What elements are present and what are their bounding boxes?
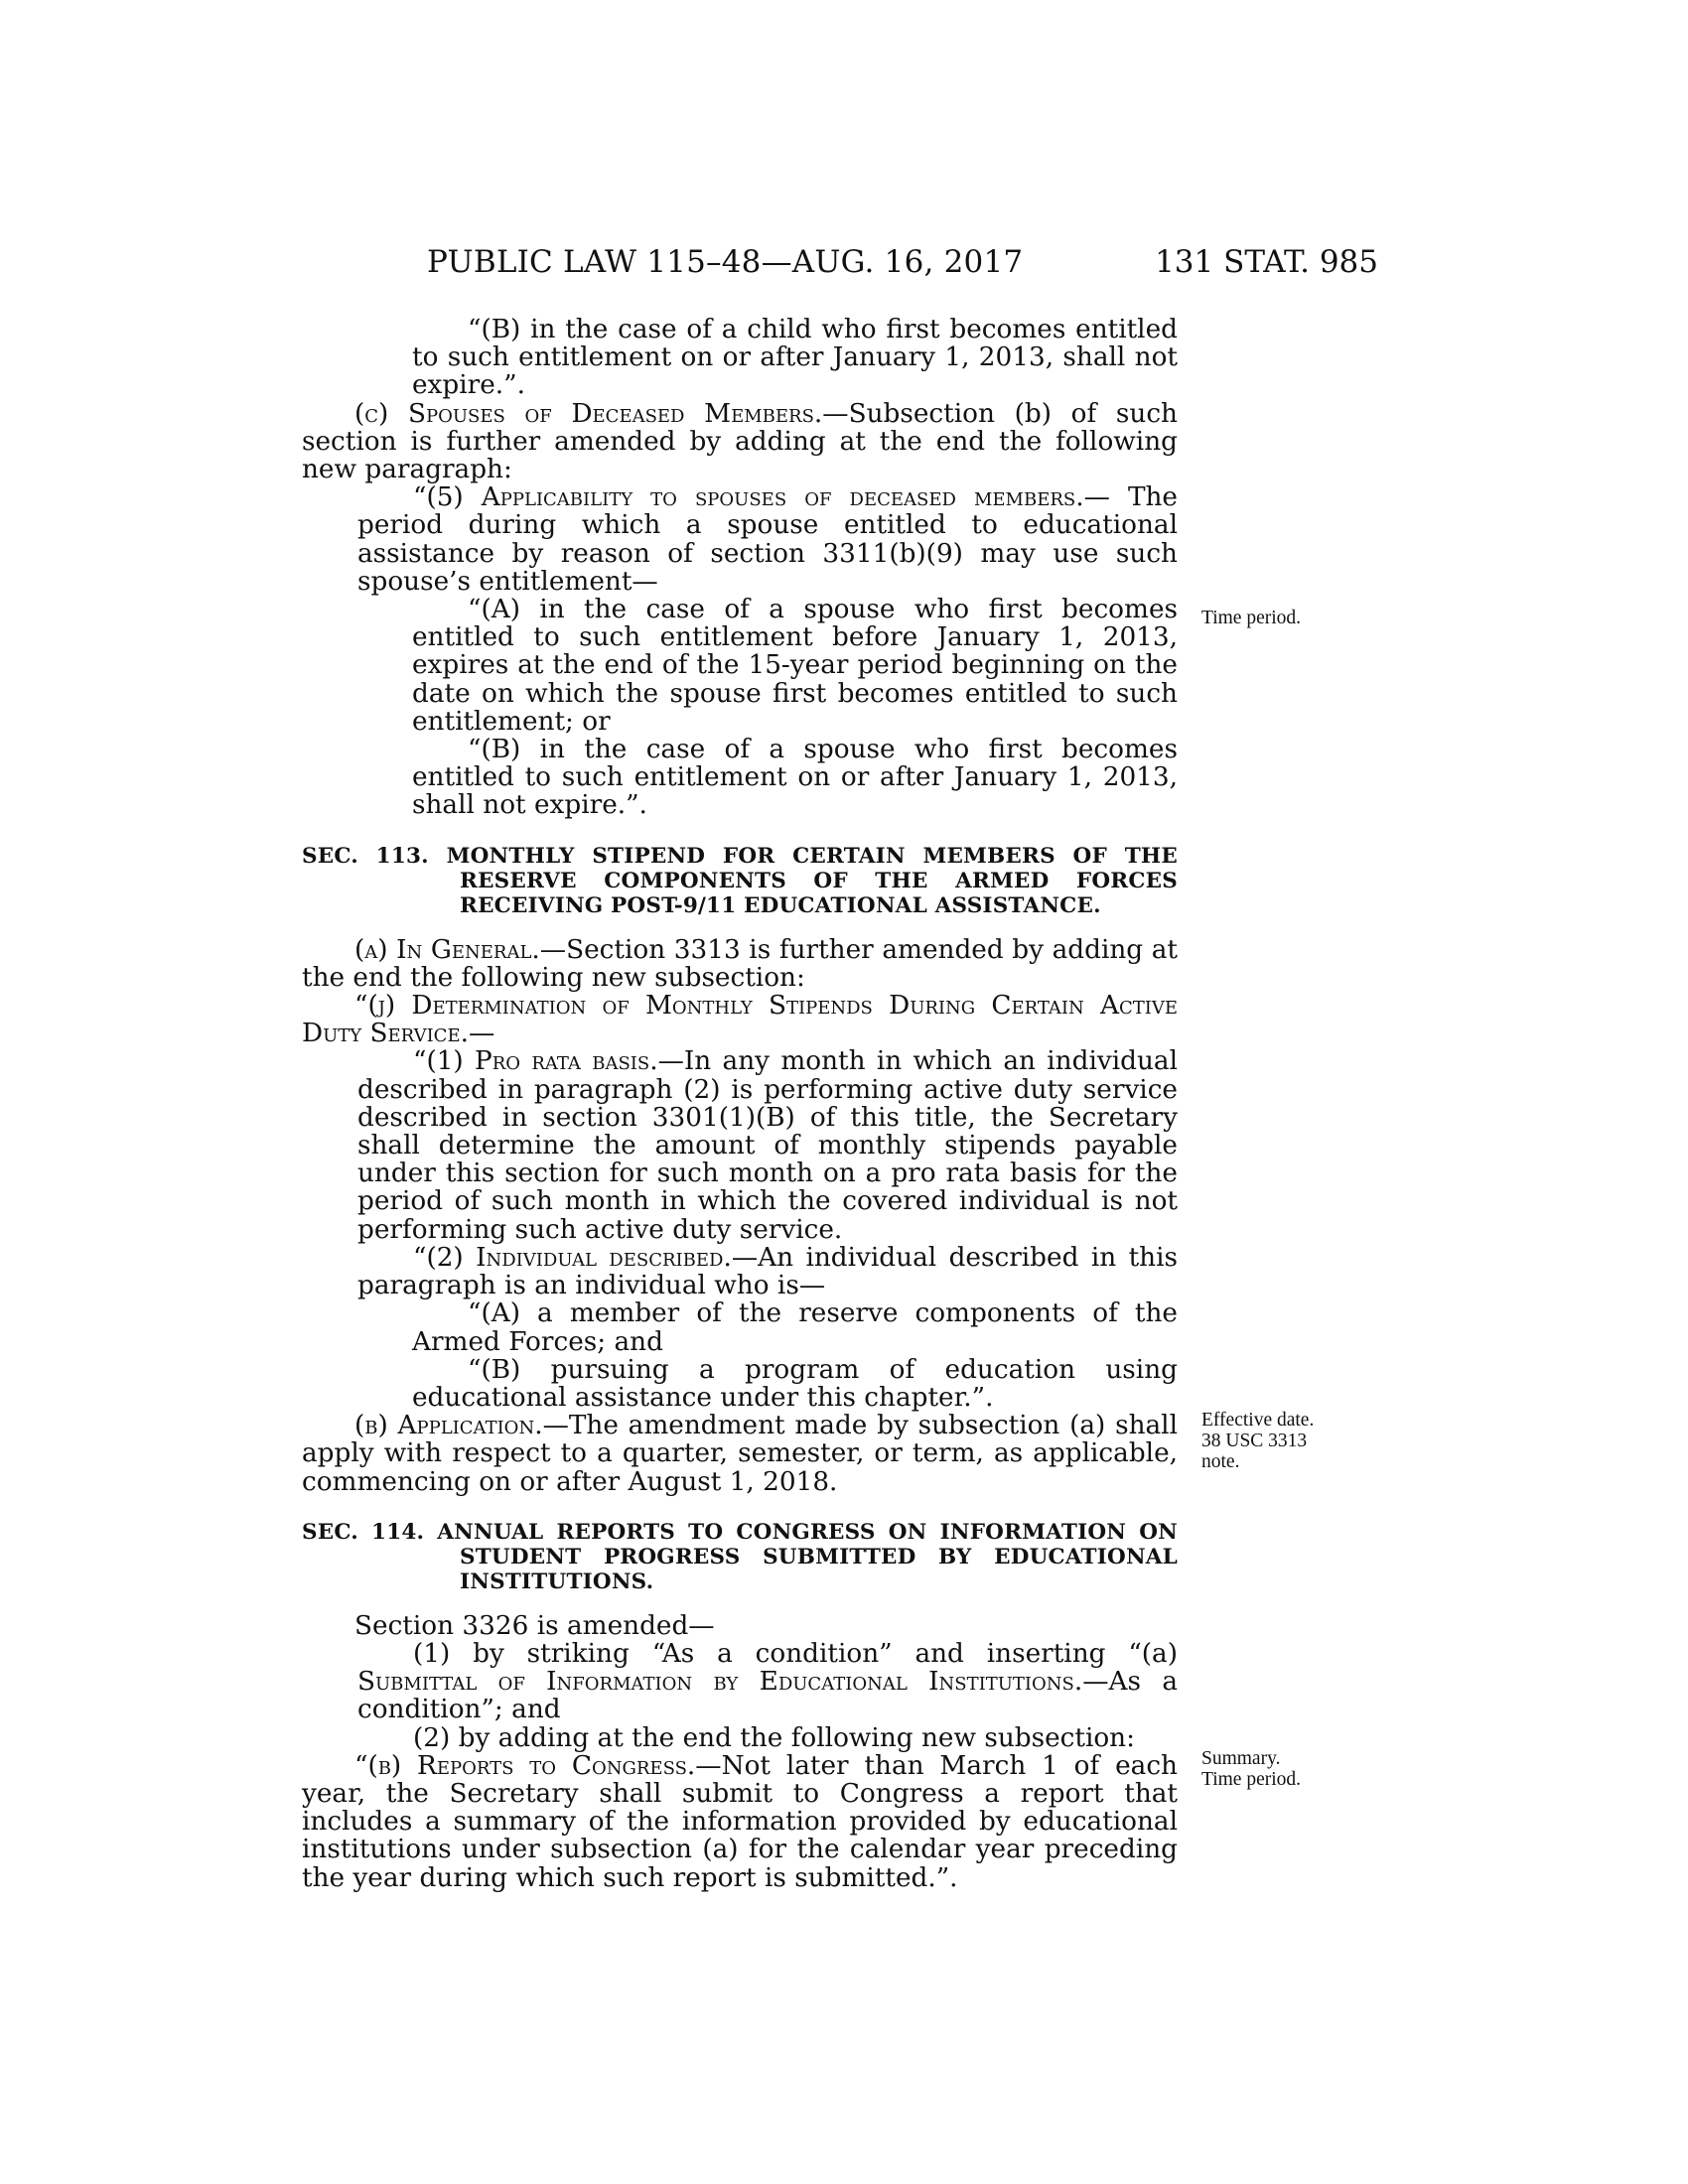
section-3326-intro: Section 3326 is amended— <box>354 1610 715 1641</box>
paragraph-spouse-a: “(A) in the case of a spouse who first becomes entitled to such entitlement before January 1, 2013, expires at the end of the 15-year period beginning on the date on which the spouse first becomes entitled to such entitlement; or <box>412 595 1178 737</box>
paragraph-reserve-b: “(B) pursuing a program of education using educational assistance under this chapter.”. <box>412 1354 1178 1413</box>
section-114-heading: SEC. 114. ANNUAL REPORTS TO CONGRESS ON INFORMATION ON STUDENT PROGRESS SUBMITTED BY EDUCATIONAL INSTITUTIONS. <box>302 1519 1178 1594</box>
amendment-1-heading: Submittal of Information by Educational Institutions. <box>357 1667 1083 1698</box>
body-text <box>302 316 1178 1892</box>
reports-text: —Not later than March 1 of each year, the Secretary shall submit to Congress a report that includes a summary of the information provided by educational institutions under subsection (a) for the calendar year preceding the year during which such report is submitted.”. <box>302 1750 1178 1893</box>
paragraph-child-b: “(B) in the case of a child who first becomes entitled to such entitlement on or after January 1, 2013, shall not expire.”. <box>412 315 1178 401</box>
margin-note-summary <box>1201 1748 1301 1790</box>
subsection-a <box>302 936 1178 992</box>
paragraph-reserve-a: “(A) a member of the reserve components of the Armed Forces; and <box>412 1298 1178 1357</box>
subsection-c-heading: (c) Spouses of Deceased Members. <box>354 398 823 429</box>
subsection-c-text: —Subsection (b) of such section is further amended by adding at the end the following new paragraph: <box>302 398 1178 485</box>
running-head <box>298 244 1378 288</box>
margin-note-line: Time period. <box>1201 608 1302 628</box>
margin-note-line: note. <box>1201 1451 1240 1472</box>
subsection-b-application <box>302 1412 1178 1496</box>
subsection-j-heading: “(j) Determination of Monthly Stipends During Certain Active Duty Service. <box>302 991 1178 1049</box>
amendment-1-tail: —As a condition”; and <box>357 1667 1178 1725</box>
margin-note-effective-date <box>1201 1410 1314 1472</box>
reports-heading: “(b) Reports to Congress. <box>354 1750 696 1781</box>
margin-note-line: Time period. <box>1201 1769 1302 1790</box>
section-113-heading: SEC. 113. MONTHLY STIPEND FOR CERTAIN MEMBERS OF THE RESERVE COMPONENTS OF THE ARMED FORCES RECEIVING POST-9/11 EDUCATIONAL ASSISTANCE. <box>302 843 1178 918</box>
amendment-item-1 <box>302 1640 1178 1724</box>
margin-note-line: 38 USC 3313 <box>1201 1431 1308 1451</box>
margin-note-time-period <box>1201 608 1301 628</box>
subsection-c <box>302 400 1178 484</box>
paragraph-5-text: — The period during which a spouse entitled to educational assistance by reason of section 3311(b)(9) may use such spouse’s entitlement— <box>357 482 1178 597</box>
application-text: —The amendment made by subsection (a) shall apply with respect to a quarter, semester, or term, as applicable, commencing on or after August 1, 2018. <box>302 1411 1179 1497</box>
subsection-a-heading: (a) In General. <box>354 934 540 965</box>
amendment-item-2: (2) by adding at the end the following new subsection: <box>413 1722 1135 1753</box>
paragraph-1-pro-rata <box>302 1047 1178 1243</box>
application-heading: (b) Application. <box>354 1411 543 1441</box>
subsection-j <box>302 992 1178 1047</box>
paragraph-5 <box>302 483 1178 596</box>
amendment-1-text: (1) by striking “As a condition” and inserting “(a) <box>413 1638 1178 1669</box>
margin-note-line: Summary. <box>1201 1748 1281 1769</box>
stat-page-number: 131 STAT. 985 <box>1155 244 1378 280</box>
paragraph-2-individual <box>302 1244 1178 1299</box>
individual-heading: “(2) Individual described. <box>413 1242 732 1273</box>
public-law-header: PUBLIC LAW 115–48—AUG. 16, 2017 <box>427 244 1024 280</box>
paragraph-spouse-b: “(B) in the case of a spouse who first becomes entitled to such entitlement on or after January 1, 2013, shall not expire.”. <box>412 735 1178 821</box>
paragraph-5-heading: “(5) Applicability to spouses of deceased members. <box>413 482 1084 513</box>
subsection-a-text: —Section 3313 is further amended by adding at the end the following new subsection: <box>302 934 1178 993</box>
individual-text: —An individual described in this paragraph is an individual who is— <box>357 1242 1178 1301</box>
subsection-b-reports <box>302 1752 1178 1892</box>
margin-note-line: Effective date. <box>1201 1410 1315 1431</box>
subsection-j-text: — <box>468 1019 495 1049</box>
pro-rata-heading: “(1) Pro rata basis. <box>413 1046 658 1077</box>
pro-rata-text: —In any month in which an individual described in paragraph (2) is performing active duty service described in section 3301(1)(B) of this title, the Secretary shall determine the amount of monthly stipends payable under this section for such month on a pro rata basis for the period of such month in which the covered individual is not performing such active duty service. <box>357 1046 1178 1245</box>
